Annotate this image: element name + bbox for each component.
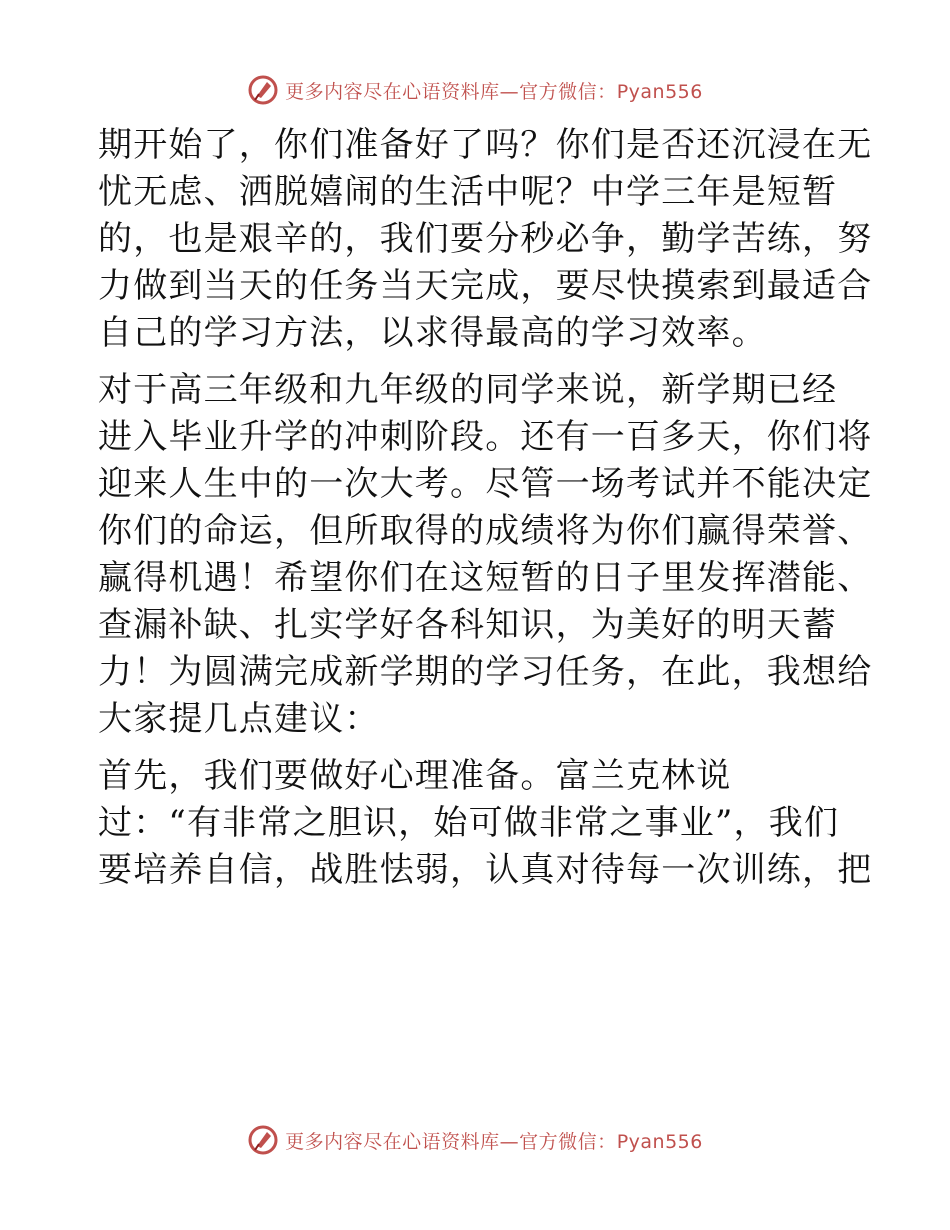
document-body [98, 122, 873, 894]
header-wechat-id: Pyan556 [616, 80, 703, 103]
paragraph-spacer [98, 743, 858, 753]
body-line: 自己的学习方法，以求得最高的学习效率。 [98, 313, 767, 353]
body-line: 迎来人生中的一次大考。尽管一场考试并不能决定 [98, 464, 873, 504]
header-banner-dash: — [499, 80, 520, 103]
body-line: 进入毕业升学的冲刺阶段。还有一百多天，你们将 [98, 417, 873, 457]
body-line: 首先，我们要做好心理准备。富兰克林说 [98, 756, 732, 796]
body-line: 查漏补缺、扎实学好各科知识，为美好的明天蓄 [98, 605, 838, 645]
footer-wechat-id: Pyan556 [616, 1130, 703, 1153]
header-banner-text [285, 77, 703, 104]
body-line: 你们的命运，但所取得的成绩将为你们赢得荣誉、 [98, 511, 873, 551]
body-line: 大家提几点建议： [98, 699, 380, 739]
body-line: 力做到当天的任务当天完成，要尽快摸索到最适合 [98, 266, 873, 306]
footer-wechat-label: 官方微信： [519, 1130, 617, 1153]
body-line: 的，也是艰辛的，我们要分秒必争，勤学苦练，努 [98, 219, 873, 259]
body-line: 期开始了，你们准备好了吗？你们是否还沉浸在无 [98, 125, 873, 165]
footer-banner [0, 1122, 950, 1158]
header-wechat-label: 官方微信： [519, 80, 617, 103]
body-line: 忧无虑、洒脱嬉闹的生活中呢？中学三年是短暂 [98, 172, 838, 212]
pen-nib-logo-icon [247, 1124, 279, 1156]
pen-nib-logo-icon [247, 74, 279, 106]
body-line: 赢得机遇！希望你们在这短暂的日子里发挥潜能、 [98, 558, 873, 598]
footer-banner-title: 更多内容尽在心语资料库 [285, 1130, 500, 1153]
body-line: 力！为圆满完成新学期的学习任务，在此，我想给 [98, 652, 873, 692]
header-banner-title: 更多内容尽在心语资料库 [285, 80, 500, 103]
body-line: 要培养自信，战胜怯弱，认真对待每一次训练，把 [98, 850, 873, 890]
paragraph-spacer [98, 357, 858, 367]
footer-banner-dash: — [499, 1130, 520, 1153]
footer-banner-text [285, 1127, 703, 1154]
body-line: 过：“有非常之胆识，始可做非常之事业”，我们 [98, 803, 840, 843]
header-banner [0, 72, 950, 108]
body-line: 对于高三年级和九年级的同学来说，新学期已经 [98, 370, 838, 410]
